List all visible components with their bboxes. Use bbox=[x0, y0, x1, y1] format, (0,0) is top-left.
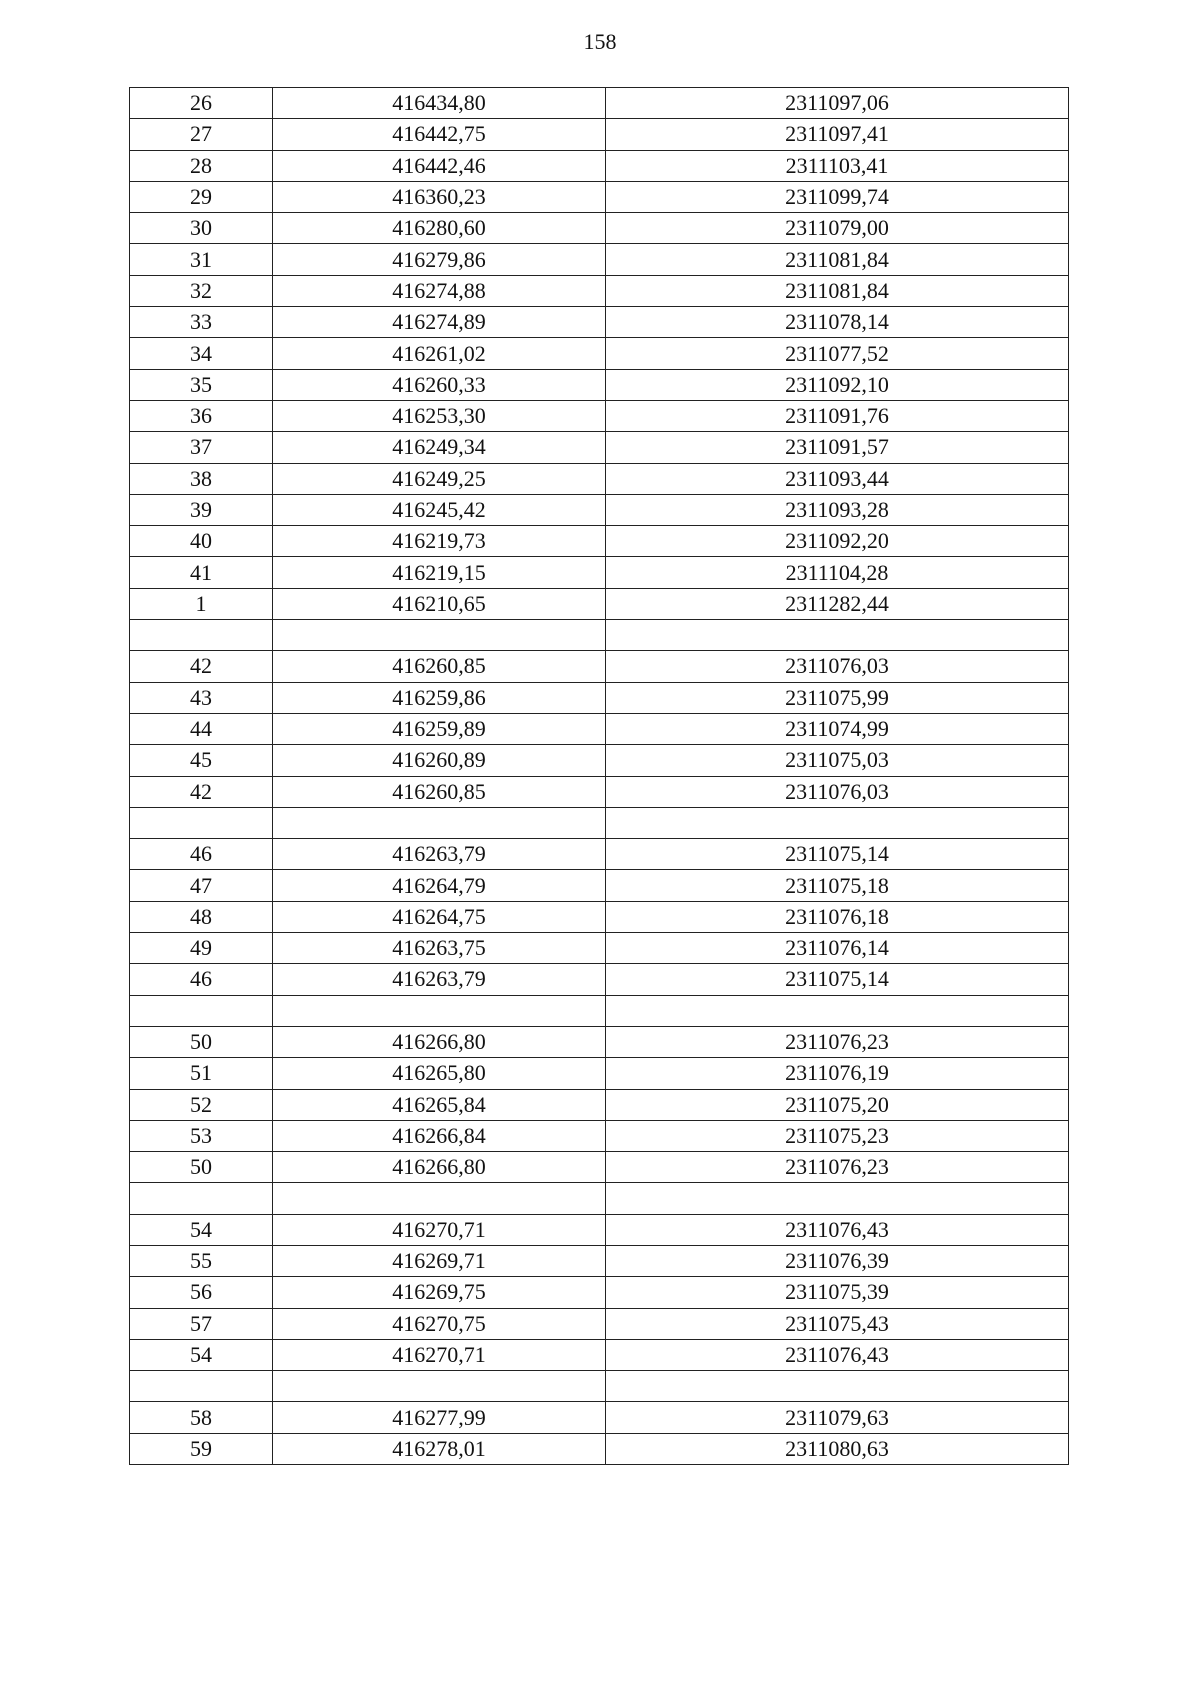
table-row bbox=[130, 1214, 1069, 1245]
y-coordinate-cell bbox=[606, 620, 1069, 651]
point-number-cell: 29 bbox=[130, 181, 273, 212]
point-number-cell bbox=[130, 807, 273, 838]
table-row bbox=[130, 1245, 1069, 1276]
y-coordinate-cell: 2311076,19 bbox=[606, 1058, 1069, 1089]
y-coordinate-cell: 2311075,99 bbox=[606, 682, 1069, 713]
point-number-cell: 54 bbox=[130, 1214, 273, 1245]
table-row bbox=[130, 1371, 1069, 1402]
table-row bbox=[130, 713, 1069, 744]
y-coordinate-cell: 2311092,10 bbox=[606, 369, 1069, 400]
point-number-cell: 35 bbox=[130, 369, 273, 400]
table-row bbox=[130, 620, 1069, 651]
y-coordinate-cell: 2311075,39 bbox=[606, 1277, 1069, 1308]
point-number-cell bbox=[130, 1371, 273, 1402]
y-coordinate-cell: 2311077,52 bbox=[606, 338, 1069, 369]
y-coordinate-cell: 2311075,43 bbox=[606, 1308, 1069, 1339]
table-row bbox=[130, 526, 1069, 557]
point-number-cell: 51 bbox=[130, 1058, 273, 1089]
y-coordinate-cell: 2311076,23 bbox=[606, 1026, 1069, 1057]
x-coordinate-cell: 416264,79 bbox=[273, 870, 606, 901]
point-number-cell bbox=[130, 1183, 273, 1214]
point-number-cell: 36 bbox=[130, 400, 273, 431]
y-coordinate-cell: 2311075,20 bbox=[606, 1089, 1069, 1120]
y-coordinate-cell: 2311076,39 bbox=[606, 1245, 1069, 1276]
table-row bbox=[130, 776, 1069, 807]
table-row bbox=[130, 870, 1069, 901]
y-coordinate-cell: 2311104,28 bbox=[606, 557, 1069, 588]
x-coordinate-cell: 416279,86 bbox=[273, 244, 606, 275]
point-number-cell: 57 bbox=[130, 1308, 273, 1339]
y-coordinate-cell: 2311080,63 bbox=[606, 1433, 1069, 1464]
table-row bbox=[130, 995, 1069, 1026]
point-number-cell: 46 bbox=[130, 839, 273, 870]
y-coordinate-cell: 2311099,74 bbox=[606, 181, 1069, 212]
table-row bbox=[130, 244, 1069, 275]
point-number-cell: 32 bbox=[130, 275, 273, 306]
x-coordinate-cell bbox=[273, 1183, 606, 1214]
x-coordinate-cell: 416219,15 bbox=[273, 557, 606, 588]
table-row bbox=[130, 150, 1069, 181]
point-number-cell: 31 bbox=[130, 244, 273, 275]
point-number-cell: 27 bbox=[130, 119, 273, 150]
x-coordinate-cell: 416263,79 bbox=[273, 964, 606, 995]
y-coordinate-cell: 2311091,57 bbox=[606, 432, 1069, 463]
point-number-cell: 52 bbox=[130, 1089, 273, 1120]
table-row bbox=[130, 588, 1069, 619]
y-coordinate-cell: 2311075,14 bbox=[606, 839, 1069, 870]
x-coordinate-cell: 416274,88 bbox=[273, 275, 606, 306]
point-number-cell: 50 bbox=[130, 1152, 273, 1183]
y-coordinate-cell: 2311103,41 bbox=[606, 150, 1069, 181]
table-row bbox=[130, 1089, 1069, 1120]
y-coordinate-cell: 2311079,00 bbox=[606, 213, 1069, 244]
x-coordinate-cell: 416249,25 bbox=[273, 463, 606, 494]
y-coordinate-cell: 2311075,03 bbox=[606, 745, 1069, 776]
table-row bbox=[130, 933, 1069, 964]
x-coordinate-cell: 416280,60 bbox=[273, 213, 606, 244]
y-coordinate-cell bbox=[606, 995, 1069, 1026]
point-number-cell: 49 bbox=[130, 933, 273, 964]
x-coordinate-cell bbox=[273, 807, 606, 838]
point-number-cell: 28 bbox=[130, 150, 273, 181]
table-row bbox=[130, 1402, 1069, 1433]
x-coordinate-cell: 416266,80 bbox=[273, 1152, 606, 1183]
point-number-cell: 1 bbox=[130, 588, 273, 619]
x-coordinate-cell: 416265,84 bbox=[273, 1089, 606, 1120]
table-row bbox=[130, 1277, 1069, 1308]
y-coordinate-cell: 2311075,14 bbox=[606, 964, 1069, 995]
x-coordinate-cell: 416263,75 bbox=[273, 933, 606, 964]
table-row bbox=[130, 338, 1069, 369]
x-coordinate-cell: 416265,80 bbox=[273, 1058, 606, 1089]
point-number-cell: 50 bbox=[130, 1026, 273, 1057]
y-coordinate-cell bbox=[606, 1183, 1069, 1214]
coordinates-table-body bbox=[130, 88, 1069, 1465]
x-coordinate-cell: 416260,33 bbox=[273, 369, 606, 400]
x-coordinate-cell: 416266,80 bbox=[273, 1026, 606, 1057]
x-coordinate-cell: 416270,75 bbox=[273, 1308, 606, 1339]
x-coordinate-cell: 416249,34 bbox=[273, 432, 606, 463]
y-coordinate-cell: 2311081,84 bbox=[606, 275, 1069, 306]
y-coordinate-cell: 2311074,99 bbox=[606, 713, 1069, 744]
y-coordinate-cell: 2311097,06 bbox=[606, 88, 1069, 119]
point-number-cell bbox=[130, 995, 273, 1026]
table-row bbox=[130, 1058, 1069, 1089]
table-row bbox=[130, 369, 1069, 400]
y-coordinate-cell: 2311097,41 bbox=[606, 119, 1069, 150]
table-row bbox=[130, 651, 1069, 682]
table-row bbox=[130, 494, 1069, 525]
x-coordinate-cell: 416269,71 bbox=[273, 1245, 606, 1276]
point-number-cell: 45 bbox=[130, 745, 273, 776]
point-number-cell: 55 bbox=[130, 1245, 273, 1276]
x-coordinate-cell: 416253,30 bbox=[273, 400, 606, 431]
x-coordinate-cell: 416260,89 bbox=[273, 745, 606, 776]
table-row bbox=[130, 307, 1069, 338]
y-coordinate-cell: 2311092,20 bbox=[606, 526, 1069, 557]
table-row bbox=[130, 181, 1069, 212]
y-coordinate-cell: 2311076,14 bbox=[606, 933, 1069, 964]
x-coordinate-cell: 416245,42 bbox=[273, 494, 606, 525]
x-coordinate-cell: 416277,99 bbox=[273, 1402, 606, 1433]
point-number-cell: 38 bbox=[130, 463, 273, 494]
y-coordinate-cell: 2311093,44 bbox=[606, 463, 1069, 494]
y-coordinate-cell: 2311076,03 bbox=[606, 651, 1069, 682]
x-coordinate-cell: 416219,73 bbox=[273, 526, 606, 557]
point-number-cell: 34 bbox=[130, 338, 273, 369]
point-number-cell: 42 bbox=[130, 651, 273, 682]
table-row bbox=[130, 745, 1069, 776]
y-coordinate-cell: 2311076,43 bbox=[606, 1214, 1069, 1245]
table-row bbox=[130, 964, 1069, 995]
table-row bbox=[130, 88, 1069, 119]
x-coordinate-cell: 416434,80 bbox=[273, 88, 606, 119]
y-coordinate-cell: 2311076,18 bbox=[606, 901, 1069, 932]
table-row bbox=[130, 1183, 1069, 1214]
y-coordinate-cell: 2311076,43 bbox=[606, 1339, 1069, 1370]
y-coordinate-cell bbox=[606, 807, 1069, 838]
table-row bbox=[130, 1152, 1069, 1183]
y-coordinate-cell: 2311076,23 bbox=[606, 1152, 1069, 1183]
table-row bbox=[130, 213, 1069, 244]
x-coordinate-cell: 416360,23 bbox=[273, 181, 606, 212]
x-coordinate-cell: 416269,75 bbox=[273, 1277, 606, 1308]
y-coordinate-cell: 2311081,84 bbox=[606, 244, 1069, 275]
page-number: 158 bbox=[583, 29, 617, 54]
point-number-cell: 39 bbox=[130, 494, 273, 525]
point-number-cell: 59 bbox=[130, 1433, 273, 1464]
table-row bbox=[130, 432, 1069, 463]
point-number-cell: 40 bbox=[130, 526, 273, 557]
x-coordinate-cell bbox=[273, 995, 606, 1026]
table-row bbox=[130, 901, 1069, 932]
table-row bbox=[130, 1308, 1069, 1339]
point-number-cell: 42 bbox=[130, 776, 273, 807]
x-coordinate-cell: 416259,86 bbox=[273, 682, 606, 713]
table-row bbox=[130, 119, 1069, 150]
point-number-cell: 44 bbox=[130, 713, 273, 744]
x-coordinate-cell: 416266,84 bbox=[273, 1120, 606, 1151]
y-coordinate-cell: 2311282,44 bbox=[606, 588, 1069, 619]
table-row bbox=[130, 275, 1069, 306]
point-number-cell: 37 bbox=[130, 432, 273, 463]
point-number-cell: 47 bbox=[130, 870, 273, 901]
point-number-cell: 30 bbox=[130, 213, 273, 244]
point-number-cell: 48 bbox=[130, 901, 273, 932]
y-coordinate-cell: 2311075,18 bbox=[606, 870, 1069, 901]
point-number-cell: 26 bbox=[130, 88, 273, 119]
x-coordinate-cell: 416270,71 bbox=[273, 1214, 606, 1245]
x-coordinate-cell bbox=[273, 620, 606, 651]
coordinates-table bbox=[129, 87, 1069, 1465]
y-coordinate-cell: 2311076,03 bbox=[606, 776, 1069, 807]
table-row bbox=[130, 1120, 1069, 1151]
x-coordinate-cell: 416260,85 bbox=[273, 651, 606, 682]
y-coordinate-cell: 2311079,63 bbox=[606, 1402, 1069, 1433]
x-coordinate-cell: 416259,89 bbox=[273, 713, 606, 744]
point-number-cell: 46 bbox=[130, 964, 273, 995]
table-row bbox=[130, 839, 1069, 870]
table-row bbox=[130, 400, 1069, 431]
y-coordinate-cell: 2311091,76 bbox=[606, 400, 1069, 431]
table-row bbox=[130, 807, 1069, 838]
point-number-cell: 41 bbox=[130, 557, 273, 588]
point-number-cell: 53 bbox=[130, 1120, 273, 1151]
x-coordinate-cell: 416264,75 bbox=[273, 901, 606, 932]
point-number-cell: 54 bbox=[130, 1339, 273, 1370]
x-coordinate-cell: 416274,89 bbox=[273, 307, 606, 338]
table-row bbox=[130, 1339, 1069, 1370]
x-coordinate-cell: 416442,75 bbox=[273, 119, 606, 150]
y-coordinate-cell: 2311075,23 bbox=[606, 1120, 1069, 1151]
table-row bbox=[130, 1026, 1069, 1057]
x-coordinate-cell bbox=[273, 1371, 606, 1402]
table-row bbox=[130, 463, 1069, 494]
table-row bbox=[130, 682, 1069, 713]
point-number-cell: 43 bbox=[130, 682, 273, 713]
y-coordinate-cell: 2311093,28 bbox=[606, 494, 1069, 525]
point-number-cell: 33 bbox=[130, 307, 273, 338]
x-coordinate-cell: 416270,71 bbox=[273, 1339, 606, 1370]
point-number-cell bbox=[130, 620, 273, 651]
table-row bbox=[130, 1433, 1069, 1464]
y-coordinate-cell bbox=[606, 1371, 1069, 1402]
x-coordinate-cell: 416278,01 bbox=[273, 1433, 606, 1464]
x-coordinate-cell: 416210,65 bbox=[273, 588, 606, 619]
point-number-cell: 56 bbox=[130, 1277, 273, 1308]
point-number-cell: 58 bbox=[130, 1402, 273, 1433]
x-coordinate-cell: 416442,46 bbox=[273, 150, 606, 181]
y-coordinate-cell: 2311078,14 bbox=[606, 307, 1069, 338]
table-row bbox=[130, 557, 1069, 588]
x-coordinate-cell: 416261,02 bbox=[273, 338, 606, 369]
x-coordinate-cell: 416260,85 bbox=[273, 776, 606, 807]
x-coordinate-cell: 416263,79 bbox=[273, 839, 606, 870]
